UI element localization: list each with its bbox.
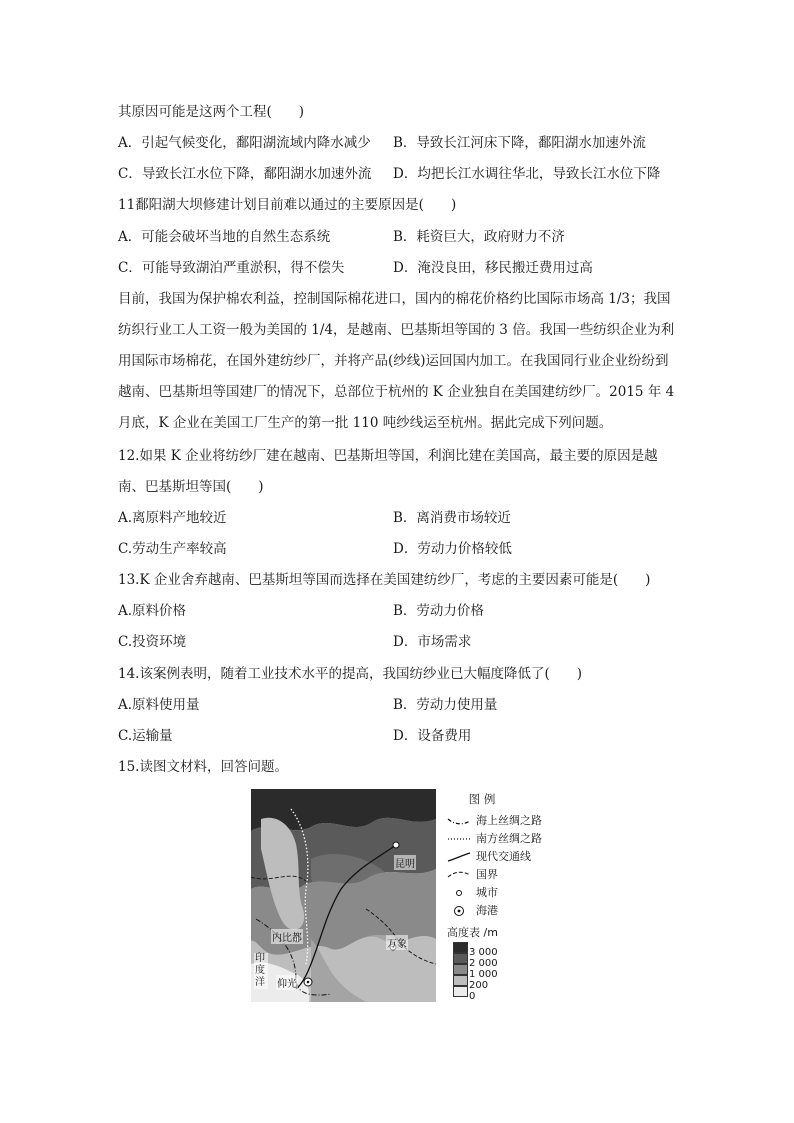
elevation-swatch-3000 <box>453 942 468 953</box>
label-neibidu: 内比都 <box>271 929 303 944</box>
q12-option-b: B．离消费市场较近 <box>393 510 511 526</box>
dotted-line-icon <box>447 833 471 845</box>
elevation-label-0: 0 <box>469 991 476 1002</box>
elevation-label-2000: 2 000 <box>469 958 498 969</box>
elevation-label-200: 200 <box>469 980 489 991</box>
elevation-swatch-2000 <box>453 953 468 964</box>
q11-option-c: C．可能导致湖泊严重淤积，得不偿失 <box>118 260 345 276</box>
q12-option-c: C.劳动生产率较高 <box>118 541 227 557</box>
legend-label: 国界 <box>476 868 498 881</box>
relief-map-graphic <box>251 789 436 1002</box>
map-legend <box>447 789 567 1004</box>
q11-option-b: B．耗资巨大，政府财力不济 <box>393 229 565 245</box>
legend-title: 图 例 <box>468 792 496 806</box>
question-13-stem: 13.K 企业舍弃越南、巴基斯坦等国而选择在美国建纺纱厂，考虑的主要因素可能是( ) <box>118 572 651 588</box>
reading-passage: 目前，我国为保护棉农利益，控制国际棉花进口，国内的棉花价格约比国际市场高 1/3；我国纺织行业工人工资一般为美国的 1/4，是越南、巴基斯坦等国的 3 倍。我国一些纺织企业为利用国际市场棉花，在国外建纺纱厂，并将产品(纱线)运回国内加工。在我国同行业企业纷纷到越南、巴基斯坦等国建厂的情况下，总部位于杭州的 K 企业独自在美国建纺纱厂。2015 年 4 月底，K 企业在美国工厂生产的第一批 110 吨纱线运至杭州。据此完成下列问题。 <box>118 291 675 431</box>
anchor-circle-icon <box>447 905 471 917</box>
q14-option-c: C.运输量 <box>118 728 173 744</box>
label-kunming: 昆明 <box>394 855 416 870</box>
dash-line-icon <box>447 869 471 881</box>
q11-option-d: D．淹没良田，移民搬迁费用过高 <box>393 260 593 276</box>
q12-option-a: A.离原料产地较近 <box>118 510 227 526</box>
elevation-swatch-0 <box>453 986 468 997</box>
q13-option-a: A.原料价格 <box>118 603 187 619</box>
relief-map <box>251 789 436 1002</box>
elevation-scale-title: 高度表 /m <box>447 926 498 939</box>
legend-label: 现代交通线 <box>476 850 531 863</box>
question-14-stem: 14.该案例表明，随着工业技术水平的提高，我国纺纱业已大幅度降低了( ) <box>118 666 583 682</box>
solid-line-icon <box>447 851 471 863</box>
legend-label: 海港 <box>476 904 498 917</box>
q14-option-a: A.原料使用量 <box>118 697 200 713</box>
elevation-swatch-200 <box>453 975 468 986</box>
q13-option-d: D．市场需求 <box>393 634 472 650</box>
question-10-stem-tail: 其原因可能是这两个工程( ) <box>118 104 305 120</box>
legend-label: 城市 <box>476 886 498 899</box>
label-yangguang: 仰光 <box>276 975 298 990</box>
circle-icon <box>447 887 471 899</box>
q10-option-d: D．均把长江水调往华北，导致长江水位下降 <box>393 166 661 182</box>
question-11-stem: 11鄱阳湖大坝修建计划目前难以通过的主要原因是( ) <box>118 197 457 213</box>
question-15-stem: 15.读图文材料，回答问题。 <box>118 759 288 775</box>
q14-option-d: D．设备费用 <box>393 728 472 744</box>
label-wanxiang: 万象 <box>386 935 408 950</box>
elevation-label-1000: 1 000 <box>469 969 498 980</box>
label-indian-ocean: 印度洋 <box>254 953 268 989</box>
q12-option-d: D．劳动力价格较低 <box>393 541 512 557</box>
q10-option-b: B．导致长江河床下降，鄱阳湖水加速外流 <box>393 135 646 151</box>
elevation-swatch-1000 <box>453 964 468 975</box>
q10-option-a: A．引起气候变化，鄱阳湖流域内降水减少 <box>118 135 371 151</box>
dash-dot-line-icon <box>447 815 471 827</box>
q14-option-b: B．劳动力使用量 <box>393 697 498 713</box>
q11-option-a: A．可能会破坏当地的自然生态系统 <box>118 229 331 245</box>
elevation-label-3000: 3 000 <box>469 947 498 958</box>
legend-label: 海上丝绸之路 <box>476 814 542 827</box>
q13-option-b: B．劳动力价格 <box>393 603 484 619</box>
question-12-stem: 12.如果 K 企业将纺纱厂建在越南、巴基斯坦等国，利润比建在美国高，最主要的原因是越南、巴基斯坦等国( ) <box>118 448 658 495</box>
legend-label: 南方丝绸之路 <box>476 832 542 845</box>
q13-option-c: C.投资环境 <box>118 634 187 650</box>
q10-option-c: C．导致长江水位下降，鄱阳湖水加速外流 <box>118 166 372 182</box>
